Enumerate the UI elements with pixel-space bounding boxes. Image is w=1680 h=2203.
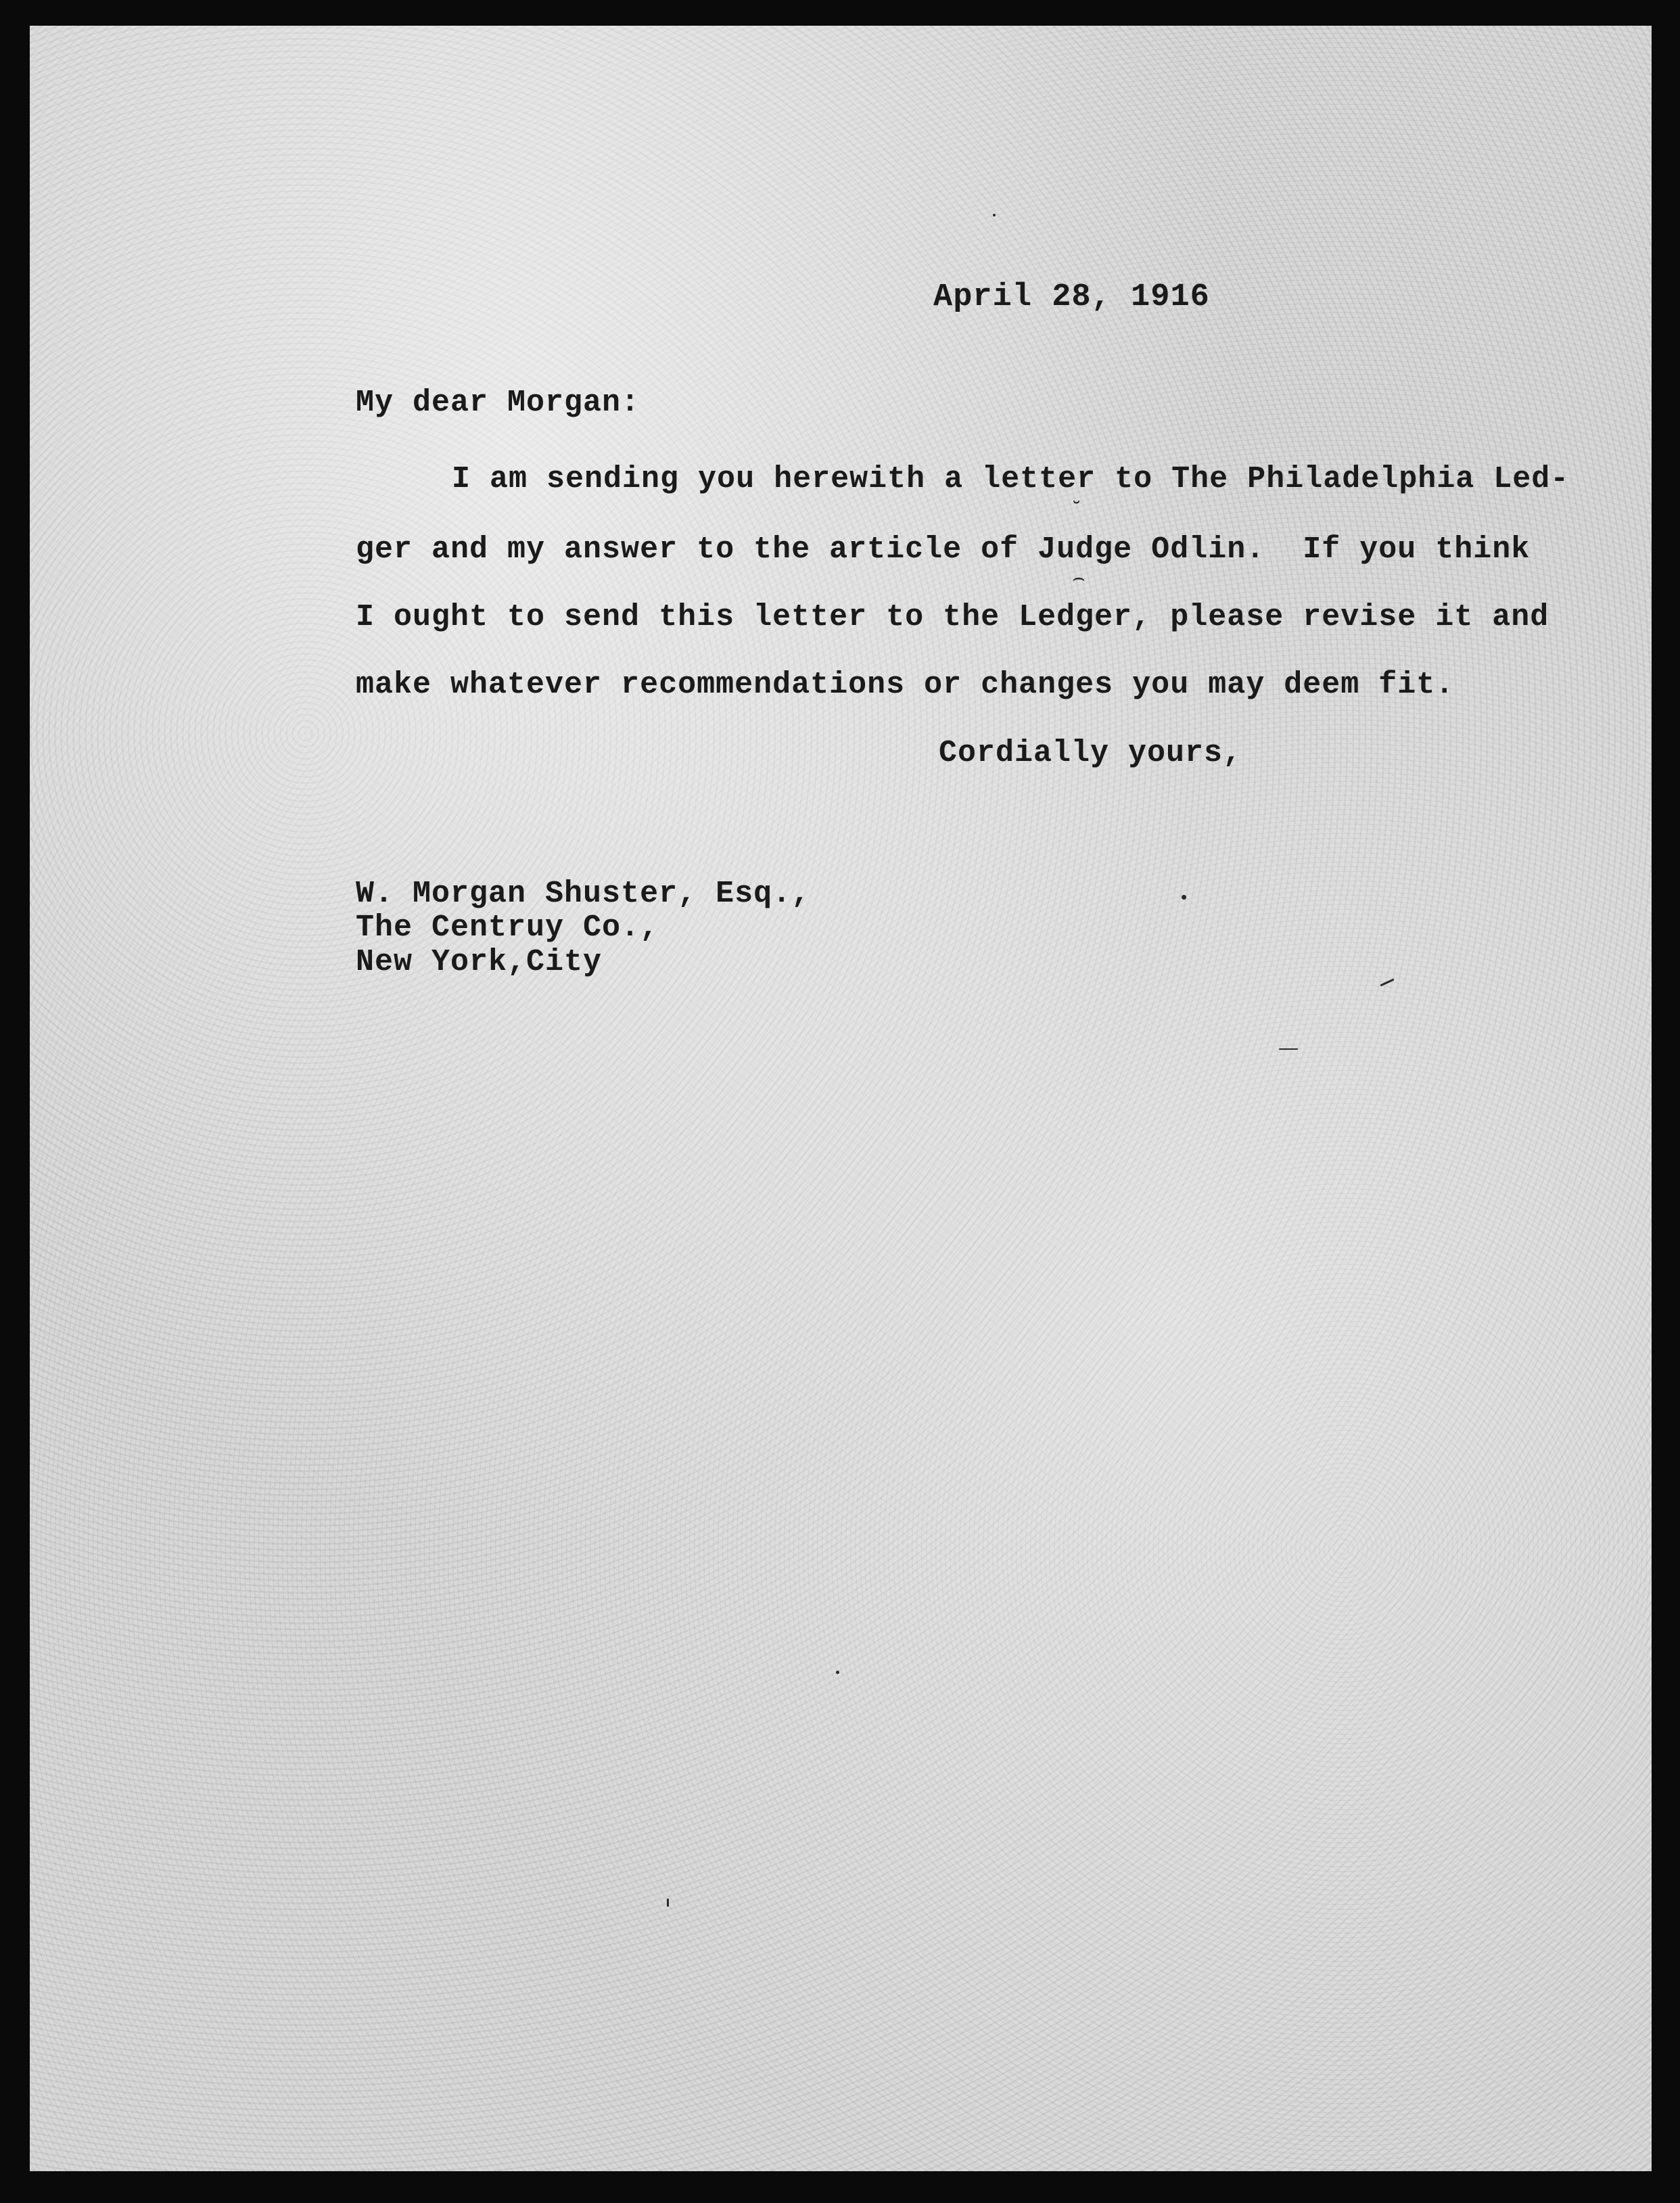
letter-date: April 28, 1916 xyxy=(933,279,1210,315)
paper-speck xyxy=(1279,1048,1298,1050)
paper-speck xyxy=(1182,895,1186,900)
body-line-1: I am sending you herewith a letter to The Philadelphia Led- xyxy=(452,462,1570,496)
body-line-2: ger and my answer to the article of Judge Odlin. If you think xyxy=(356,532,1531,567)
body-line-3: I ought to send this letter to the Ledger, please revise it and xyxy=(356,600,1549,634)
closing: Cordially yours, xyxy=(939,736,1242,770)
paper-speck xyxy=(667,1899,669,1907)
recipient-city: New York,City xyxy=(356,945,603,979)
paper-speck xyxy=(993,214,996,216)
body-line-4: make whatever recommendations or changes you may deem fit. xyxy=(356,668,1455,702)
paper-speck xyxy=(836,1671,839,1674)
letter-page xyxy=(30,26,1652,2171)
recipient-company: The Centruy Co., xyxy=(356,910,659,945)
proofreading-mark-below: ⌢ xyxy=(1072,566,1086,590)
paper-speck xyxy=(1380,978,1394,986)
proofreading-mark-above: ˘ xyxy=(1071,498,1081,522)
recipient-name: W. Morgan Shuster, Esq., xyxy=(356,877,811,911)
salutation: My dear Morgan: xyxy=(356,386,640,420)
